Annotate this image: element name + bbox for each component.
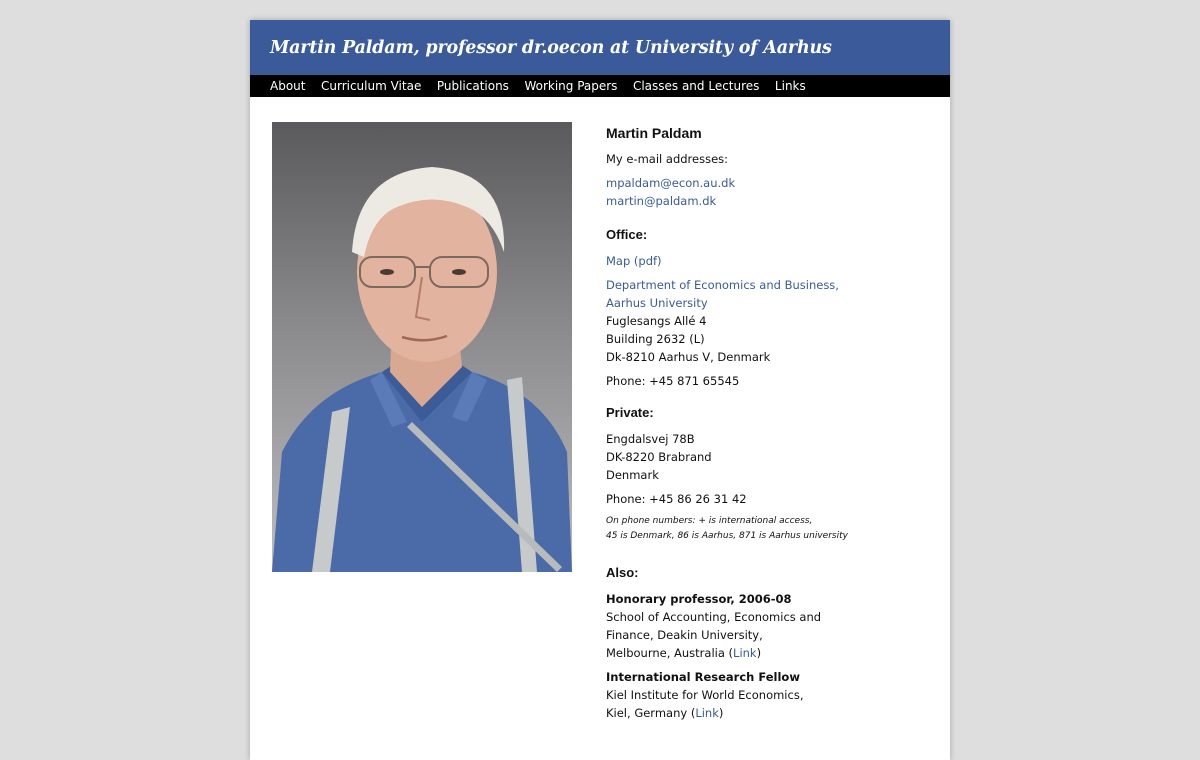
honorary-line-1: School of Accounting, Economics and: [606, 610, 822, 624]
honorary-title: Honorary professor, 2006-08: [606, 592, 792, 606]
private-heading: Private:: [606, 405, 654, 420]
nav-links[interactable]: Links: [774, 79, 806, 93]
site-banner: [250, 20, 950, 75]
office-phone: Phone: +45 871 65545: [606, 374, 740, 388]
phone-note-1: On phone numbers: + is international access,: [606, 516, 813, 526]
fellow-line-2: Kiel, Germany (: [606, 706, 696, 720]
main-nav: [250, 75, 950, 97]
nav-curriculum-vitae[interactable]: Curriculum Vitae: [320, 79, 422, 93]
portrait-illustration: [272, 122, 572, 572]
paren-close: ): [756, 646, 762, 660]
nav-classes-lectures[interactable]: Classes and Lectures: [632, 79, 760, 93]
nav-working-papers[interactable]: Working Papers: [524, 79, 618, 93]
honorary-line-2: Finance, Deakin University,: [606, 628, 763, 642]
office-address-line: Building 2632 (L): [606, 332, 705, 346]
office-address-line: Fuglesangs Allé 4: [606, 314, 707, 328]
site-title: Martin Paldam, professor dr.oecon at University of Aarhus: [270, 37, 832, 58]
phone-note-2: 45 is Denmark, 86 is Aarhus, 871 is Aarhus university: [606, 531, 848, 541]
honorary-line-3: Melbourne, Australia (: [606, 646, 734, 660]
contact-info: [606, 124, 936, 728]
dept-line-1: Department of Economics and Business,: [606, 278, 839, 292]
office-address-line: Dk-8210 Aarhus V, Denmark: [606, 350, 771, 364]
deakin-link[interactable]: Link: [733, 646, 757, 660]
fellow-line-1: Kiel Institute for World Economics,: [606, 688, 804, 702]
kiel-link[interactable]: Link: [695, 706, 719, 720]
also-heading: Also:: [606, 565, 639, 580]
dept-line-2: Aarhus University: [606, 296, 708, 310]
profile-name: Martin Paldam: [606, 125, 702, 141]
portrait-photo: [272, 122, 572, 572]
office-heading: Office:: [606, 227, 648, 242]
fellow-title: International Research Fellow: [606, 670, 800, 684]
page-container: [250, 20, 950, 760]
email-link-econ[interactable]: mpaldam@econ.au.dk: [606, 176, 736, 190]
private-phone: Phone: +45 86 26 31 42: [606, 492, 747, 506]
private-address-line: Engdalsvej 78B: [606, 432, 695, 446]
private-address-line: DK-8220 Brabrand: [606, 450, 712, 464]
email-intro: My e-mail addresses:: [606, 152, 729, 166]
email-link-paldam[interactable]: martin@paldam.dk: [606, 194, 717, 208]
private-address-line: Denmark: [606, 468, 659, 482]
nav-publications[interactable]: Publications: [436, 79, 509, 93]
map-pdf-link[interactable]: Map (pdf): [606, 254, 662, 268]
department-link[interactable]: [606, 278, 839, 310]
nav-about[interactable]: About: [270, 79, 306, 93]
paren-close: ): [718, 706, 724, 720]
